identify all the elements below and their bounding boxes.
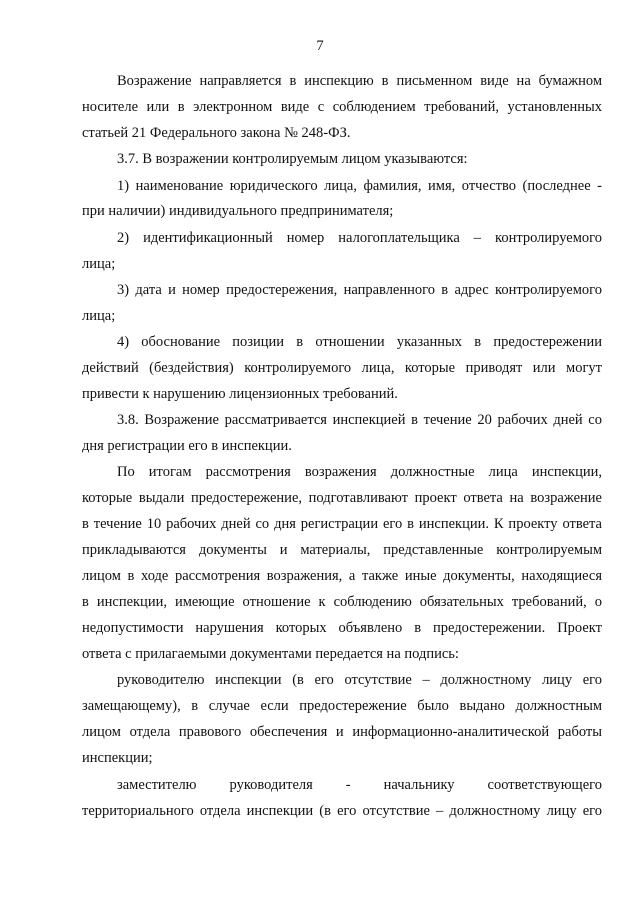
text-line: лица; xyxy=(82,256,116,272)
text-line: носителе или в электронном виде с соблюдением требований, установленных xyxy=(82,99,602,115)
text-line: при наличии) индивидуального предпринимателя; xyxy=(82,203,394,219)
text-line: территориального отдела инспекции (в его отсутствие – должностному лицу его xyxy=(82,803,602,819)
text-line: По итогам рассмотрения возражения должностные лица инспекции, xyxy=(117,464,602,480)
text-line: лица; xyxy=(82,308,116,324)
text-line: лицом отдела правового обеспечения и информационно-аналитической работы xyxy=(82,724,602,740)
text-line: статьей 21 Федерального закона № 248-ФЗ. xyxy=(82,125,351,141)
text-line: дня регистрации его в инспекции. xyxy=(82,438,292,454)
text-line: 1) наименование юридического лица, фамилия, имя, отчество (последнее - xyxy=(117,178,602,194)
text-line: 3) дата и номер предостережения, направленного в адрес контролируемого xyxy=(117,282,602,298)
text-line: 4) обоснование позиции в отношении указанных в предостережении xyxy=(117,334,602,350)
page-number: 7 xyxy=(316,38,324,54)
text-line: действий (бездействия) контролируемого лица, которые приводят или могут xyxy=(82,360,602,376)
text-line: Возражение направляется в инспекцию в письменном виде на бумажном xyxy=(117,73,602,89)
text-line: 3.7. В возражении контролируемым лицом указываются: xyxy=(117,151,468,167)
text-line: ответа с прилагаемыми документами передается на подпись: xyxy=(82,646,459,662)
text-line: в инспекции, имеющие отношение к соблюдению обязательных требований, о xyxy=(82,594,602,610)
text-line: 2) идентификационный номер налогоплательщика – контролируемого xyxy=(117,230,602,246)
text-line: руководителю инспекции (в его отсутствие – должностному лицу его xyxy=(117,672,602,688)
text-line: замещающему), в случае если предостережение было выдано должностным xyxy=(82,698,602,714)
text-line: 3.8. Возражение рассматривается инспекцией в течение 20 рабочих дней со xyxy=(117,412,602,428)
text-line: инспекции; xyxy=(82,750,153,766)
text-line: привести к нарушению лицензионных требований. xyxy=(82,386,398,402)
text-line: лицом в ходе рассмотрения возражения, а также иные документы, находящиеся xyxy=(82,568,602,584)
text-line: в течение 10 рабочих дней со дня регистрации его в инспекции. К проекту ответа xyxy=(82,516,602,532)
text-line: недопустимости нарушения которых объявлено в предостережении. Проект xyxy=(82,620,602,636)
text-line: заместителю руководителя - начальнику соответствующего xyxy=(117,777,602,793)
text-line: которые выдали предостережение, подготавливают проект ответа на возражение xyxy=(82,490,602,506)
text-line: прикладываются документы и материалы, представленные контролируемым xyxy=(82,542,602,558)
